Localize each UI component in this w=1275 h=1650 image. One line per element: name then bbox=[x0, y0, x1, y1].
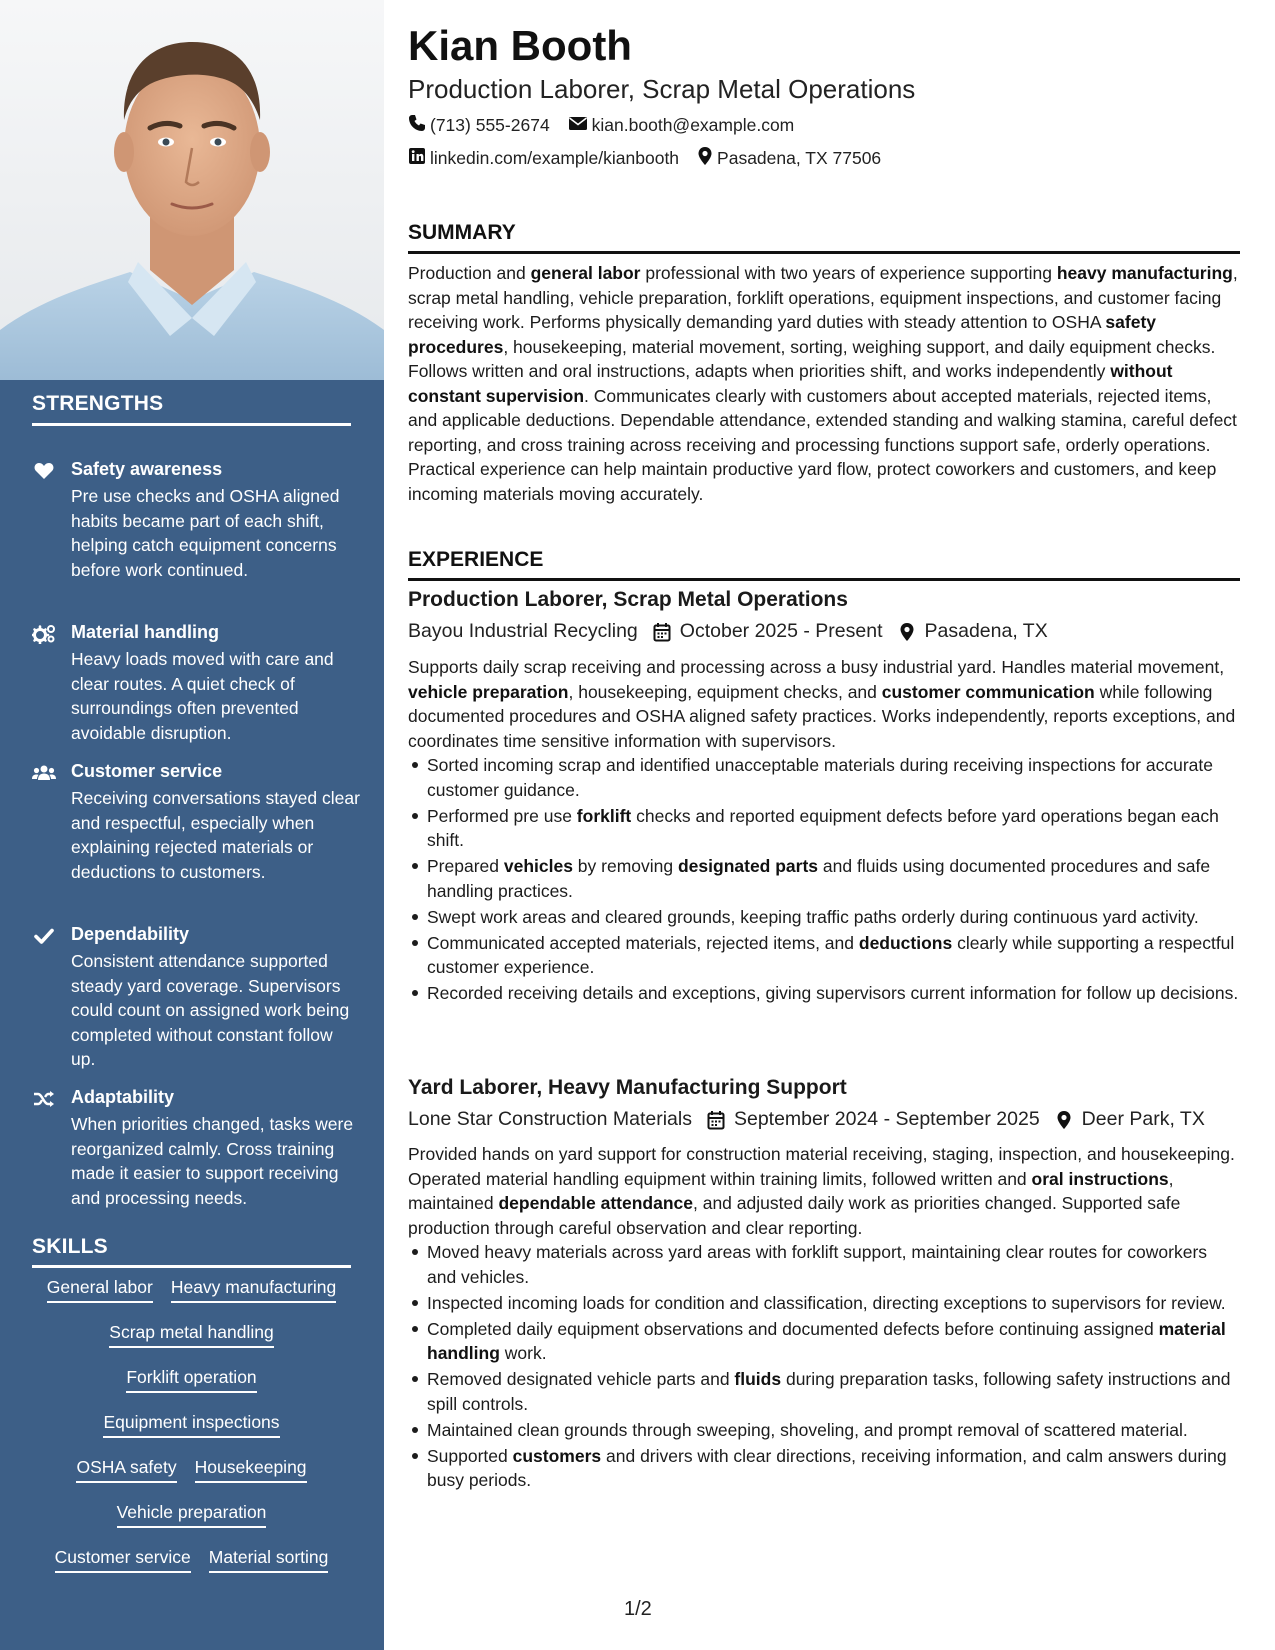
skills-row bbox=[32, 1276, 351, 1321]
job-description-emphasis: vehicle preparation bbox=[408, 681, 569, 702]
job-bullet bbox=[408, 1444, 1240, 1493]
job-title: Yard Laborer, Heavy Manufacturing Support bbox=[408, 1076, 847, 1099]
job-bullet-segment: by removing bbox=[572, 856, 678, 876]
job-bullet bbox=[408, 1367, 1240, 1416]
job-description-emphasis: customer communication bbox=[881, 681, 1095, 702]
summary-text-emphasis: without constant supervision bbox=[408, 361, 1173, 406]
job-bullet-segment: Communicated accepted materials, rejected items, and bbox=[427, 932, 859, 953]
job-bullet-segment: and drivers with clear directions, receiving information, and calm answers during busy periods. bbox=[427, 1445, 1227, 1490]
skill-tag: General labor bbox=[47, 1276, 153, 1303]
job-bullet-segment: during preparation tasks, following safety instructions and spill controls. bbox=[427, 1369, 1231, 1414]
strength-description: Receiving conversations stayed clear and respectful, especially when explaining rejected materials or deductions to customers. bbox=[71, 788, 360, 882]
summary-divider bbox=[408, 251, 1240, 254]
job-bullet-segment: Performed pre use bbox=[427, 805, 577, 826]
experience-title: EXPERIENCE bbox=[408, 548, 544, 571]
job-location: Deer Park, TX bbox=[1081, 1108, 1205, 1130]
job-bullet-segment: Removed designated vehicle parts and bbox=[427, 1369, 735, 1389]
shuffle-icon bbox=[32, 1089, 56, 1109]
job-description-emphasis: dependable attendance bbox=[498, 1193, 693, 1213]
job-description-segment: , maintained bbox=[408, 1168, 1174, 1213]
job-bullet-segment: Sorted incoming scrap and identified unacceptable materials during receiving inspections for accurate customer guidance. bbox=[427, 755, 1213, 800]
check-icon bbox=[32, 926, 56, 946]
company-name: Bayou Industrial Recycling bbox=[408, 620, 638, 642]
job-bullet-segment: work. bbox=[499, 1343, 547, 1363]
sidebar bbox=[0, 0, 384, 1650]
job-bullet bbox=[408, 1291, 1240, 1316]
location-text: Pasadena, TX 77506 bbox=[717, 148, 882, 168]
skill-tag: Housekeeping bbox=[195, 1456, 307, 1483]
skills-title: SKILLS bbox=[32, 1235, 108, 1258]
skills-list bbox=[32, 1276, 351, 1591]
job-bullet bbox=[408, 854, 1240, 903]
job-bullet bbox=[408, 1317, 1240, 1366]
job-bullet-segment: checks and reported equipment defects before yard operations began each shift. bbox=[427, 805, 1219, 850]
strength-title: Safety awareness bbox=[71, 459, 223, 479]
skill-tag: Material sorting bbox=[209, 1546, 329, 1573]
job-description-emphasis: oral instructions bbox=[1031, 1168, 1169, 1189]
job-bullet-emphasis: customers bbox=[512, 1445, 602, 1466]
job-bullet-emphasis: vehicles bbox=[503, 856, 573, 876]
skills-row bbox=[32, 1456, 351, 1501]
job-bullet-emphasis: forklift bbox=[576, 805, 632, 826]
job-bullet-segment: Completed daily equipment observations and documented defects before continuing assigned bbox=[427, 1318, 1159, 1339]
summary-text-emphasis: safety procedures bbox=[408, 312, 1157, 357]
gears-icon bbox=[32, 624, 56, 644]
map-pin-icon bbox=[897, 621, 917, 643]
email-contact[interactable] bbox=[568, 114, 795, 137]
strength-title: Customer service bbox=[71, 761, 223, 781]
email-text: kian.booth@example.com bbox=[591, 115, 795, 135]
job-bullet bbox=[408, 753, 1240, 802]
linkedin-icon bbox=[408, 147, 426, 170]
skill-tag: Equipment inspections bbox=[103, 1411, 279, 1438]
job-bullet-segment: Prepared bbox=[427, 856, 504, 876]
job-bullet-segment: Swept work areas and cleared grounds, keeping traffic paths orderly during continuous yard activity. bbox=[427, 906, 1199, 927]
location-contact bbox=[697, 146, 881, 171]
strength-title: Material handling bbox=[71, 622, 220, 642]
phone-icon bbox=[408, 114, 426, 137]
candidate-headline: Production Laborer, Scrap Metal Operations bbox=[408, 74, 916, 104]
job-description-segment: Supports daily scrap receiving and processing across a busy industrial yard. Handles material movement, bbox=[408, 657, 1225, 677]
profile-photo bbox=[0, 0, 384, 380]
job-bullet-segment: Inspected incoming loads for condition and classification, directing exceptions to supervisors for review. bbox=[427, 1292, 1226, 1313]
summary-text bbox=[408, 261, 1240, 506]
job-bullet-emphasis: designated parts bbox=[677, 856, 819, 876]
contact-row bbox=[408, 114, 794, 137]
users-icon bbox=[32, 763, 56, 783]
job-bullet bbox=[408, 804, 1240, 853]
strength-title: Adaptability bbox=[71, 1087, 175, 1107]
skill-tag: Forklift operation bbox=[126, 1366, 256, 1393]
envelope-icon bbox=[568, 115, 588, 136]
job-bullet-emphasis: fluids bbox=[734, 1369, 782, 1389]
job-bullet-segment: Maintained clean grounds through sweeping, shoveling, and prompt removal of scattered material. bbox=[427, 1419, 1188, 1440]
page-number: 1/2 bbox=[624, 1598, 652, 1620]
job-meta bbox=[408, 620, 1048, 643]
job-bullet bbox=[408, 905, 1240, 930]
strength-description: Pre use checks and OSHA aligned habits became part of each shift, helping catch equipment concerns before work continued. bbox=[71, 486, 340, 580]
skills-row bbox=[32, 1411, 351, 1456]
job-bullet-segment: clearly while supporting a respectful customer experience. bbox=[427, 932, 1235, 977]
candidate-name: Kian Booth bbox=[408, 22, 632, 69]
skill-tag: Heavy manufacturing bbox=[171, 1276, 336, 1303]
job-description-segment: , housekeeping, equipment checks, and bbox=[568, 681, 882, 702]
job-meta bbox=[408, 1108, 1205, 1131]
heart-icon bbox=[32, 461, 56, 481]
skills-row bbox=[32, 1321, 351, 1366]
summary-text-segment: . Communicates clearly with customers about accepted materials, rejected items, and applicable deductions. Dependable attendance, extended standing and walking stamina, careful defect reporting, and cross training across receiving and processing functions support safe, orderly operations. Practical experience can help maintain productive yard flow, protect coworkers and customers, and keep incoming materials moving accurately. bbox=[408, 385, 1237, 504]
summary-text-emphasis: heavy manufacturing bbox=[1056, 263, 1233, 283]
skill-tag: Vehicle preparation bbox=[117, 1501, 267, 1528]
job-bullet-emphasis: material handling bbox=[427, 1318, 1226, 1363]
summary-text-segment: , scrap metal handling, vehicle preparation, forklift operations, equipment inspections, and customer facing receiving work. Performs physically demanding yard duties with steady attention to OSHA bbox=[408, 263, 1238, 332]
job-description-segment: while following documented procedures and OSHA aligned safety practices. Works independently, reports exceptions, and coordinates time sensitive information with supervisors. bbox=[408, 681, 1236, 751]
job-bullets bbox=[408, 753, 1240, 1007]
job-dates: September 2024 - September 2025 bbox=[733, 1108, 1040, 1130]
skill-tag: Scrap metal handling bbox=[109, 1321, 273, 1348]
job-bullet bbox=[408, 1418, 1240, 1443]
skills-row bbox=[32, 1546, 351, 1591]
strengths-divider bbox=[32, 423, 351, 426]
phone-contact[interactable] bbox=[408, 114, 550, 137]
job-description bbox=[408, 655, 1240, 753]
skill-tag: Customer service bbox=[55, 1546, 191, 1573]
summary-text-emphasis: general labor bbox=[530, 263, 641, 283]
strength-description: Consistent attendance supported steady yard coverage. Supervisors could count on assigned work being completed without constant follow up. bbox=[71, 951, 350, 1069]
summary-title: SUMMARY bbox=[408, 221, 516, 244]
map-pin-icon bbox=[1054, 1109, 1074, 1131]
skills-divider bbox=[32, 1265, 351, 1268]
job-description-segment: , and adjusted daily work as priorities changed. Supported safe production through careful observation and clear reporting. bbox=[408, 1193, 1181, 1238]
job-description bbox=[408, 1142, 1240, 1240]
job-bullet bbox=[408, 1240, 1240, 1289]
calendar-icon bbox=[706, 1109, 726, 1131]
job-bullets bbox=[408, 1240, 1240, 1494]
linkedin-contact[interactable] bbox=[408, 146, 679, 171]
job-bullet-segment: and fluids using documented procedures and safe handling practices. bbox=[427, 856, 1211, 901]
summary-text-segment: Production and bbox=[408, 263, 531, 283]
strength-description: Heavy loads moved with care and clear routes. A quiet check of surroundings often prevented avoidable disruption. bbox=[71, 649, 334, 743]
company-name: Lone Star Construction Materials bbox=[408, 1108, 692, 1130]
skills-row bbox=[32, 1501, 351, 1546]
strengths-title: STRENGTHS bbox=[32, 392, 164, 415]
job-dates: October 2025 - Present bbox=[679, 620, 883, 642]
job-bullet-segment: Moved heavy materials across yard areas with forklift support, maintaining clear routes for coworkers and vehicles. bbox=[427, 1242, 1208, 1287]
linkedin-text: linkedin.com/example/kianbooth bbox=[430, 148, 680, 168]
job-location: Pasadena, TX bbox=[924, 620, 1048, 642]
job-bullet-segment: Recorded receiving details and exceptions, giving supervisors current information for follow up decisions. bbox=[427, 983, 1239, 1003]
job-bullet-emphasis: deductions bbox=[858, 932, 953, 953]
strength-description: When priorities changed, tasks were reorganized calmly. Cross training made it easier to support receiving and processing needs. bbox=[71, 1114, 354, 1208]
job-title: Production Laborer, Scrap Metal Operations bbox=[408, 588, 848, 611]
job-bullet bbox=[408, 981, 1240, 1006]
job-bullet bbox=[408, 931, 1240, 980]
skills-row bbox=[32, 1366, 351, 1411]
calendar-icon bbox=[652, 621, 672, 643]
contact-row bbox=[408, 146, 881, 171]
experience-divider bbox=[408, 578, 1240, 581]
summary-text-segment: , housekeeping, material movement, sorting, weighing support, and daily equipment checks. Follows written and oral instructions, adapts when priorities shift, and works independently bbox=[408, 336, 1216, 381]
job-description-segment: Provided hands on yard support for construction material receiving, staging, inspection, and housekeeping. Operated material handling equipment within training limits, followed written and bbox=[408, 1144, 1235, 1189]
phone-text: (713) 555-2674 bbox=[430, 115, 550, 135]
strength-title: Dependability bbox=[71, 924, 190, 944]
map-pin-icon bbox=[697, 146, 713, 171]
job-bullet-segment: Supported bbox=[427, 1445, 513, 1466]
skill-tag: OSHA safety bbox=[76, 1456, 176, 1483]
summary-text-segment: professional with two years of experience supporting bbox=[640, 263, 1057, 283]
